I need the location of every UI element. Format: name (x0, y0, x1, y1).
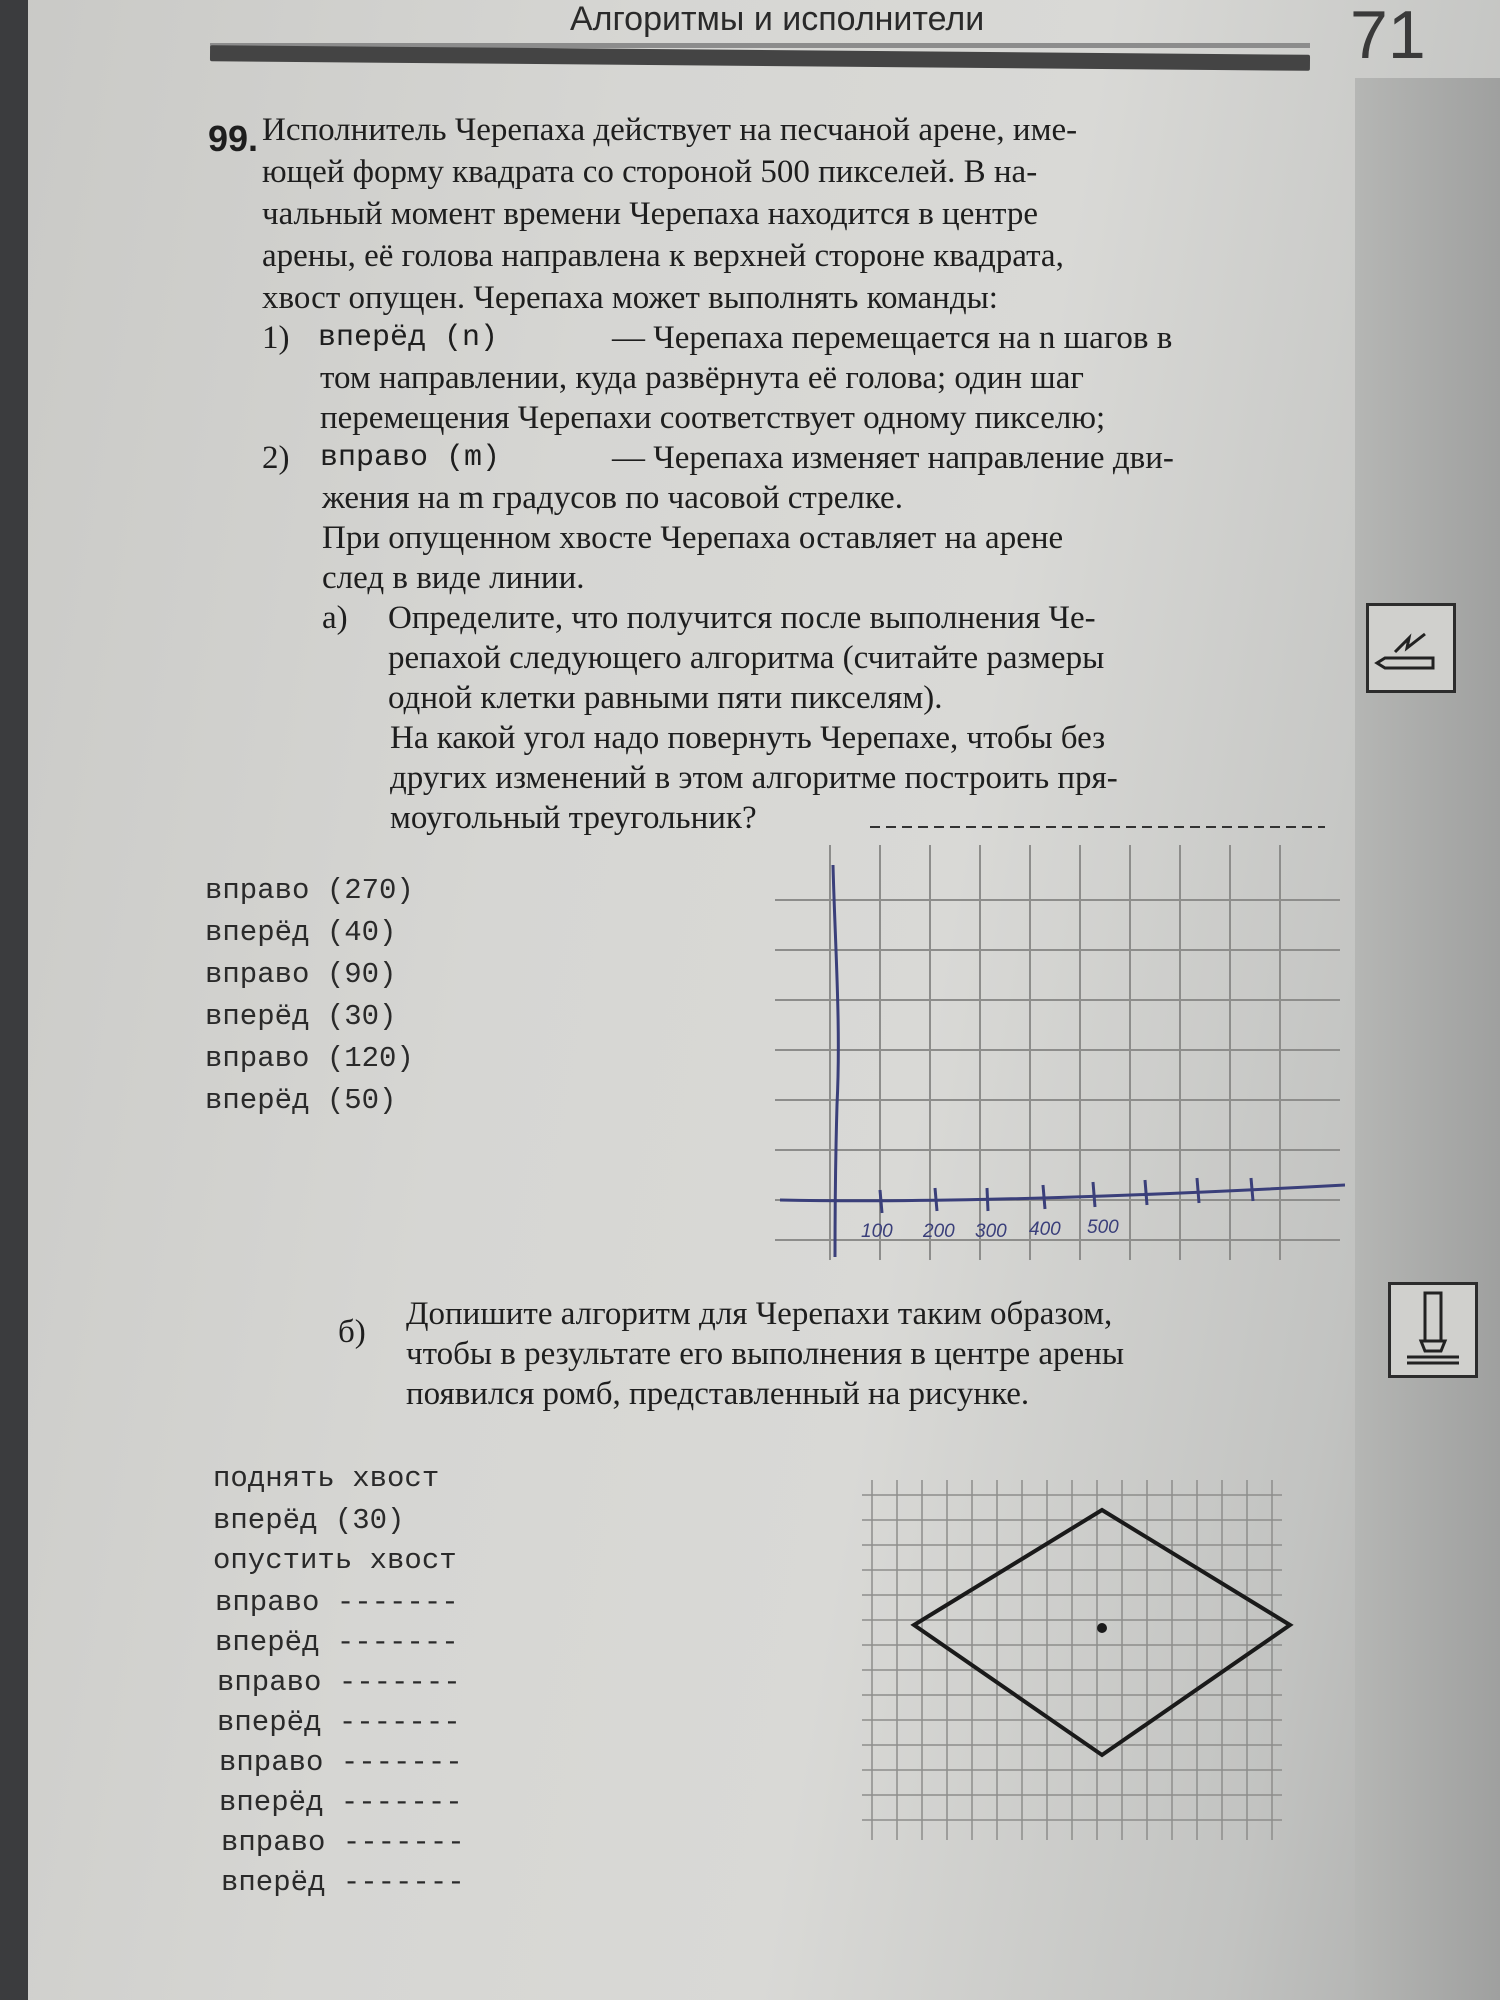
part-a-label: а) (322, 600, 348, 636)
code-a-line-3: вправо (90) (205, 958, 397, 991)
intro-line-2: ющей форму квадрата со стороной 500 пикселей. В на- (262, 154, 1038, 190)
part-b-line-1: Допишите алгоритм для Черепахи таким образом, (406, 1296, 1113, 1332)
code-b-line-10[interactable]: вправо ------- (221, 1826, 465, 1859)
part-a-line-5: других изменений в этом алгоритме построить пря- (390, 760, 1118, 796)
part-b-label: б) (338, 1314, 366, 1350)
grid-b (862, 1480, 1302, 1850)
cmd1-name: вперёд (n) (318, 321, 499, 355)
cmd1-cont-2: перемещения Черепахи соответствует одному пикселю; (320, 400, 1106, 436)
tick-label-100: 100 (861, 1221, 893, 1242)
tail-line-2: след в виде линии. (322, 560, 585, 596)
code-b-line-7[interactable]: вперёд ------- (217, 1706, 461, 1739)
code-a-line-4: вперёд (30) (205, 1000, 397, 1033)
part-a-line-1: Определите, что получится после выполнения Че- (388, 600, 1096, 636)
tick-label-500: 500 (1087, 1217, 1119, 1238)
handwritten-axes (780, 865, 1345, 1257)
header-rule (210, 45, 1310, 71)
code-b-line-1: поднять хвост (213, 1462, 440, 1495)
code-a-line-5: вправо (120) (205, 1042, 414, 1075)
intro-line-3: чальный момент времени Черепаха находится в центре (262, 196, 1038, 232)
answer-line-a[interactable] (870, 822, 1330, 832)
code-b-line-11[interactable]: вперёд ------- (221, 1866, 465, 1899)
grid-a[interactable] (775, 845, 1345, 1265)
part-b-line-3: появился ромб, представленный на рисунке. (406, 1376, 1030, 1412)
tick-label-200: 200 (923, 1221, 955, 1242)
code-b-line-4[interactable]: вправо ------- (215, 1586, 459, 1619)
center-dot (1097, 1623, 1107, 1633)
page-number: 71 (1350, 0, 1426, 73)
code-a-line-1: вправо (270) (205, 874, 414, 907)
code-b-line-3: опустить хвост (213, 1544, 457, 1577)
cmd2-number: 2) (262, 440, 290, 476)
code-a-line-6: вперёд (50) (205, 1084, 397, 1117)
computer-icon (1388, 1282, 1478, 1378)
task-number: 99. (208, 118, 259, 159)
part-a-line-4: На какой угол надо повернуть Черепахе, чтобы без (390, 720, 1106, 756)
part-b-line-2: чтобы в результате его выполнения в центре арены (406, 1336, 1125, 1372)
part-a-line-6: моугольный треугольник? (390, 800, 757, 836)
running-header: Алгоритмы и исполнители (570, 0, 985, 38)
cmd1-description: — Черепаха перемещается на n шагов в (612, 320, 1173, 356)
pencil-icon (1366, 603, 1456, 693)
tick-label-400: 400 (1029, 1219, 1061, 1240)
part-a-line-2: репахой следующего алгоритма (считайте размеры (388, 640, 1105, 676)
cmd1-cont-1: том направлении, куда развёрнута её голова; один шаг (320, 360, 1084, 396)
intro-line-4: арены, её голова направлена к верхней стороне квадрата, (262, 238, 1064, 274)
part-a-line-3: одной клетки равными пяти пикселям). (388, 680, 943, 716)
tick-label-300: 300 (975, 1221, 1007, 1242)
code-b-line-6[interactable]: вправо ------- (217, 1666, 461, 1699)
cmd2-description: — Черепаха изменяет направление дви- (612, 440, 1174, 476)
code-b-line-5[interactable]: вперёд ------- (215, 1626, 459, 1659)
cmd1-number: 1) (262, 320, 290, 356)
code-a-line-2: вперёд (40) (205, 916, 397, 949)
cmd2-cont: жения на m градусов по часовой стрелке. (322, 480, 903, 516)
code-b-line-2: вперёд (30) (213, 1504, 405, 1537)
cmd2-name: вправо (m) (320, 441, 501, 475)
tail-line-1: При опущенном хвосте Черепаха оставляет на арене (322, 520, 1064, 556)
code-b-line-8[interactable]: вправо ------- (219, 1746, 463, 1779)
code-b-line-9[interactable]: вперёд ------- (219, 1786, 463, 1819)
margin-band (1355, 78, 1500, 2000)
intro-line-5: хвост опущен. Черепаха может выполнять команды: (262, 280, 998, 316)
page-edge (0, 0, 28, 2000)
intro-line-1: Исполнитель Черепаха действует на песчаной арене, име- (262, 112, 1078, 148)
